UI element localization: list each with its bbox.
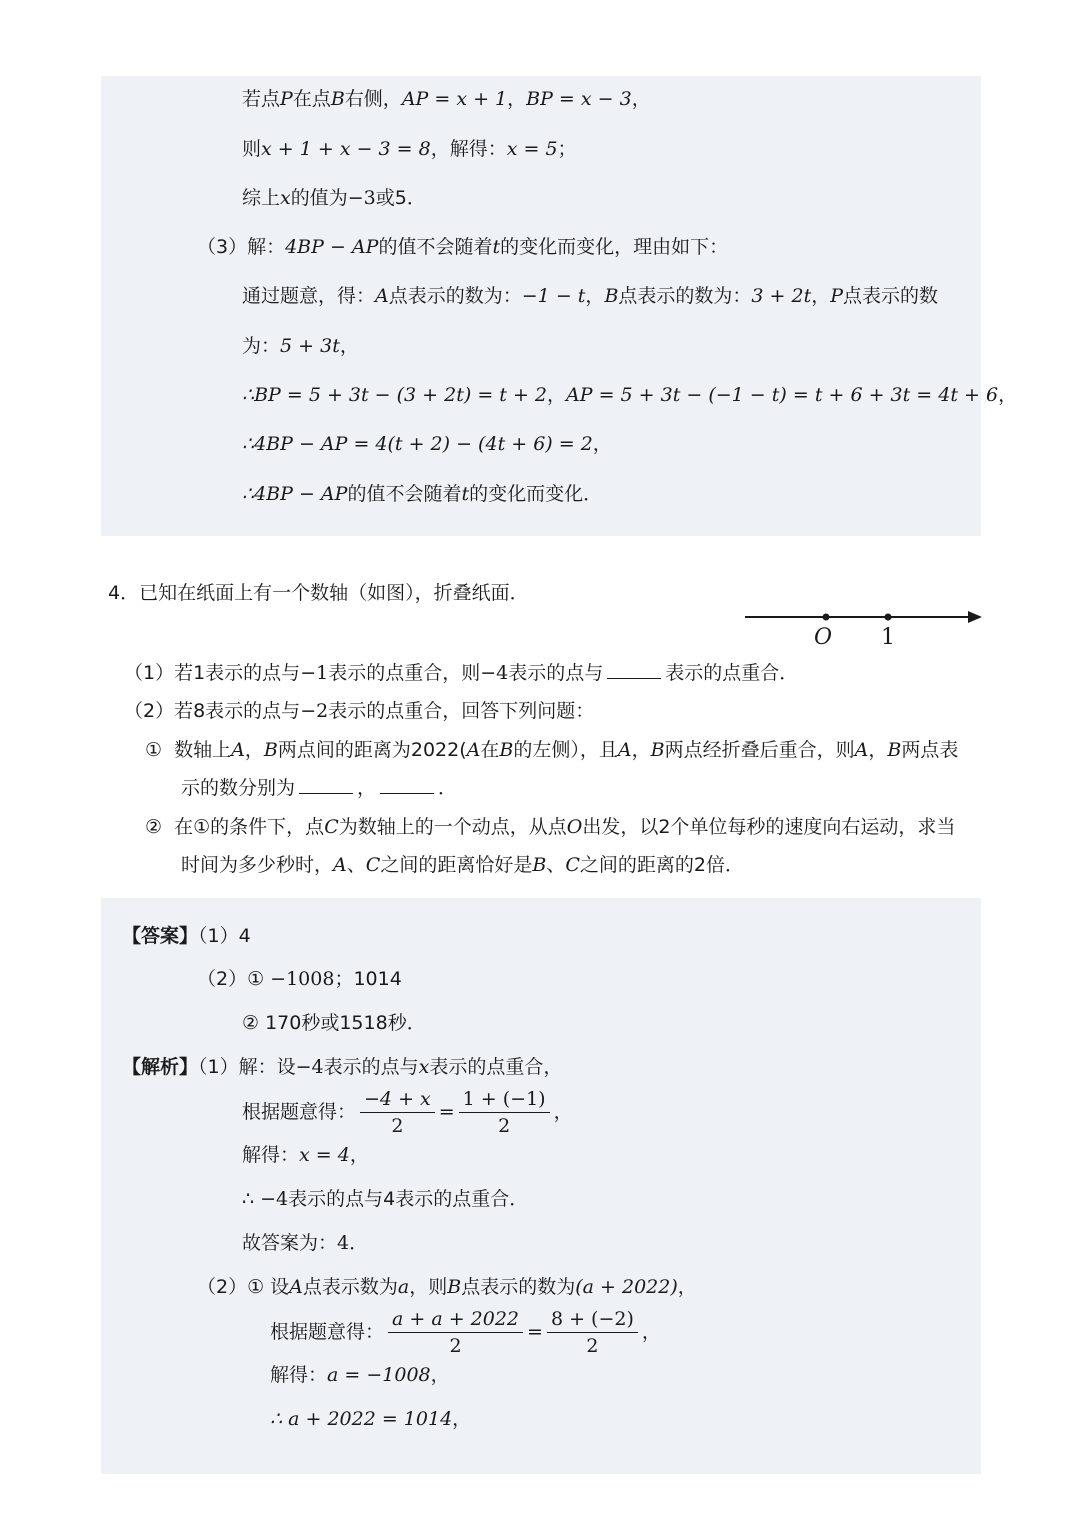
formula: a = −1008 bbox=[327, 1364, 431, 1386]
equals-sign: = bbox=[527, 1321, 543, 1343]
var-B: B bbox=[887, 739, 902, 761]
var-x: x bbox=[418, 1056, 430, 1078]
text: ， bbox=[585, 285, 605, 307]
formula: 4BP − AP bbox=[285, 236, 379, 258]
var-A: A bbox=[617, 739, 632, 761]
text: 故答案为： bbox=[242, 1232, 338, 1254]
analysis-equation-2 bbox=[270, 1308, 661, 1357]
text: ， bbox=[244, 739, 264, 761]
var-P: P bbox=[830, 285, 844, 307]
formula: 4 bbox=[337, 1232, 350, 1254]
formula: ∴BP = 5 + 3t − (3 + 2t) = t + 2 bbox=[242, 384, 548, 406]
text: ， bbox=[547, 384, 567, 406]
formula: −1 − t bbox=[521, 285, 586, 307]
answer-line-3: ② 170秒或1518秒． bbox=[242, 1012, 426, 1034]
text: 或5． bbox=[375, 187, 426, 209]
denominator: 2 bbox=[449, 1335, 462, 1357]
line-part3-heading bbox=[197, 234, 728, 260]
numerator: 1 + (−1) bbox=[459, 1088, 550, 1113]
text: 、 bbox=[546, 854, 566, 876]
text: 表示的点与 bbox=[508, 662, 604, 684]
analysis-equation-1 bbox=[242, 1088, 573, 1137]
text: ，解得： bbox=[430, 138, 507, 160]
q4-sub2-cont bbox=[181, 852, 744, 878]
text: （3）解： bbox=[197, 236, 286, 258]
text: （1）解：设 bbox=[198, 1056, 296, 1078]
text: 在 bbox=[480, 739, 500, 761]
var-A: A bbox=[289, 1276, 303, 1298]
analysis-line-3 bbox=[242, 1142, 369, 1168]
text: 表示的点重合， bbox=[429, 1056, 563, 1078]
q4-sub1-cont bbox=[181, 775, 457, 801]
denominator: 2 bbox=[586, 1335, 599, 1357]
question-4-title: 4．已知在纸面上有一个数轴（如图），折叠纸面． bbox=[108, 582, 529, 604]
text: 点表示数为 bbox=[302, 1276, 398, 1298]
formula: AP = x + 1 bbox=[401, 88, 508, 110]
origin-point bbox=[823, 614, 830, 621]
text: 表示的点与4表示的点重合． bbox=[288, 1188, 529, 1210]
text: 的值为 bbox=[290, 187, 348, 209]
var-B: B bbox=[650, 739, 665, 761]
answer-blank[interactable] bbox=[299, 775, 353, 794]
text: ． bbox=[438, 777, 458, 799]
text: 为数轴上的一个动点，从点 bbox=[338, 816, 567, 838]
denominator: 2 bbox=[498, 1115, 511, 1137]
line-conclusion-x bbox=[242, 185, 426, 211]
formula: ∴4BP − AP bbox=[242, 483, 348, 505]
var-P: P bbox=[280, 88, 293, 110]
var-C: C bbox=[324, 816, 339, 838]
text: （1）4 bbox=[198, 925, 251, 947]
formula: 5 + 3t bbox=[280, 335, 340, 357]
number-line-figure bbox=[740, 598, 985, 650]
formula: ∴ a + 2022 = 1014 bbox=[270, 1408, 453, 1430]
text: 两点经折叠后重合，则 bbox=[664, 739, 855, 761]
text: （1）若1表示的点与 bbox=[124, 662, 301, 684]
text: ，则 bbox=[409, 1276, 448, 1298]
var-A: A bbox=[231, 739, 245, 761]
text: 点表示的数为： bbox=[388, 285, 522, 307]
text: ， bbox=[349, 1144, 369, 1166]
text: 点表示的数 bbox=[843, 285, 939, 307]
text: ， bbox=[339, 335, 359, 357]
text: ， bbox=[631, 739, 651, 761]
text: 的左侧），且 bbox=[513, 739, 618, 761]
numerator: a + a + 2022 bbox=[388, 1308, 523, 1333]
answer-blank[interactable] bbox=[380, 775, 434, 794]
text: 两点表 bbox=[901, 739, 959, 761]
formula: x + 1 + x − 3 = 8 bbox=[261, 138, 431, 160]
text: 两点间的距离为2022( bbox=[277, 739, 467, 761]
var-B: B bbox=[330, 88, 345, 110]
fraction bbox=[360, 1088, 435, 1137]
text: 表示的点重合． bbox=[665, 662, 799, 684]
text: 表示的点重合，回答下列问题： bbox=[328, 700, 595, 722]
line-solve-x5 bbox=[242, 136, 577, 162]
text: 为： bbox=[242, 335, 281, 357]
line-positions bbox=[242, 283, 938, 309]
var-A: A bbox=[466, 739, 481, 761]
line-P-value bbox=[242, 333, 359, 359]
formula: x = 4 bbox=[299, 1144, 350, 1166]
analysis-line-5 bbox=[242, 1230, 368, 1256]
text: 若点 bbox=[242, 88, 281, 110]
text: 则 bbox=[242, 138, 262, 160]
var-C: C bbox=[365, 854, 381, 876]
line-BP-AP bbox=[242, 382, 1017, 408]
text: ；1014 bbox=[334, 968, 402, 990]
line-4BP-AP bbox=[242, 431, 612, 457]
text: 之间的距离的2倍． bbox=[579, 854, 744, 876]
text: 点表示的数为 bbox=[461, 1276, 576, 1298]
text: 的变化而变化． bbox=[469, 483, 603, 505]
var-B: B bbox=[263, 739, 278, 761]
text: ， bbox=[868, 739, 888, 761]
text: 时间为多少秒时， bbox=[181, 854, 334, 876]
var-A: A bbox=[375, 285, 389, 307]
q4-part1 bbox=[124, 660, 798, 686]
fraction bbox=[388, 1308, 523, 1357]
text: ， bbox=[357, 777, 377, 799]
var-B: B bbox=[499, 739, 514, 761]
text: ， bbox=[452, 1408, 472, 1430]
var-a: a bbox=[397, 1276, 410, 1298]
answer-line-1 bbox=[122, 923, 251, 949]
formula: −1008 bbox=[270, 968, 335, 990]
text: ， bbox=[553, 1101, 573, 1123]
text: ， bbox=[631, 88, 651, 110]
numerator: −4 + x bbox=[360, 1088, 435, 1113]
text: 之间的距离恰好是 bbox=[380, 854, 533, 876]
text: 解得： bbox=[242, 1144, 300, 1166]
answer-line-2 bbox=[197, 966, 402, 992]
formula: −4 bbox=[480, 662, 509, 684]
formula: x = 5 bbox=[506, 138, 558, 160]
analysis-line-1 bbox=[122, 1054, 562, 1080]
text: ， bbox=[811, 285, 831, 307]
circled-number: ② bbox=[145, 816, 163, 838]
var-C: C bbox=[565, 854, 580, 876]
var-O: O bbox=[566, 816, 583, 838]
unit-point bbox=[885, 614, 892, 621]
formula: (a + 2022) bbox=[575, 1276, 678, 1298]
formula: ∴ −4 bbox=[242, 1188, 289, 1210]
text: ， bbox=[430, 1364, 450, 1386]
text: 的值不会随着 bbox=[347, 483, 462, 505]
text: 表示的点与 bbox=[323, 1056, 419, 1078]
var-A: A bbox=[854, 739, 869, 761]
formula: ∴4BP − AP = 4(t + 2) − (4t + 6) = 2 bbox=[242, 433, 593, 455]
text: 出发，以2个单位每秒的速度向右运动，求当 bbox=[582, 816, 956, 838]
formula: −2 bbox=[300, 700, 329, 722]
text: 在点 bbox=[292, 88, 331, 110]
var-B: B bbox=[604, 285, 619, 307]
text: 解得： bbox=[270, 1364, 328, 1386]
formula: −4 bbox=[295, 1056, 324, 1078]
text: 通过题意，得： bbox=[242, 285, 376, 307]
var-B: B bbox=[532, 854, 547, 876]
text: 点表示的数为： bbox=[618, 285, 752, 307]
text: 数轴上 bbox=[174, 739, 232, 761]
text: 的值不会随着 bbox=[378, 236, 493, 258]
q4-part2 bbox=[124, 698, 594, 724]
text: （2）① bbox=[197, 968, 265, 990]
formula: 3 + 2t bbox=[751, 285, 812, 307]
text: ， bbox=[998, 384, 1018, 406]
text: ； bbox=[557, 138, 577, 160]
analysis-line-4 bbox=[242, 1186, 528, 1212]
formula: BP = x − 3 bbox=[526, 88, 632, 110]
analysis-line-6 bbox=[197, 1274, 697, 1300]
numerator: 8 + (−2) bbox=[547, 1308, 638, 1333]
var-A: A bbox=[333, 854, 347, 876]
text: 示的数分别为 bbox=[181, 777, 296, 799]
text: 在①的条件下，点 bbox=[174, 816, 325, 838]
q4-sub2 bbox=[145, 814, 955, 840]
var-B: B bbox=[447, 1276, 462, 1298]
denominator: 2 bbox=[391, 1115, 404, 1137]
text: 的变化而变化，理由如下： bbox=[500, 236, 729, 258]
answer-tag: 【答案】 bbox=[122, 925, 199, 947]
text: ， bbox=[641, 1321, 661, 1343]
text: 表示的点重合，则 bbox=[328, 662, 481, 684]
text: 根据题意得： bbox=[242, 1101, 357, 1123]
text: （2）① 设 bbox=[197, 1276, 290, 1298]
analysis-tag: 【解析】 bbox=[122, 1056, 199, 1078]
text: ， bbox=[592, 433, 612, 455]
var-x: x bbox=[280, 187, 291, 209]
text: 、 bbox=[346, 854, 366, 876]
axis-label-one: 1 bbox=[881, 625, 895, 650]
circled-number: ① bbox=[145, 739, 163, 761]
text: 右侧， bbox=[344, 88, 402, 110]
text: 综上 bbox=[242, 187, 281, 209]
analysis-line-8 bbox=[270, 1362, 450, 1388]
equals-sign: = bbox=[438, 1101, 455, 1123]
analysis-line-9 bbox=[270, 1406, 471, 1432]
fraction bbox=[459, 1088, 550, 1137]
formula: −3 bbox=[347, 187, 376, 209]
var-t: t bbox=[492, 236, 501, 258]
fraction bbox=[547, 1308, 638, 1357]
text: （2）若8表示的点与 bbox=[124, 700, 301, 722]
var-t: t bbox=[461, 483, 470, 505]
line-final-conclusion bbox=[242, 481, 602, 507]
q4-sub1 bbox=[145, 737, 958, 763]
arrow-head-icon bbox=[968, 611, 982, 623]
text: ． bbox=[349, 1232, 369, 1254]
line-right-case bbox=[242, 86, 651, 112]
text: ， bbox=[507, 88, 527, 110]
axis-label-origin: O bbox=[813, 625, 833, 650]
text: 根据题意得： bbox=[270, 1321, 385, 1343]
formula: AP = 5 + 3t − (−1 − t) = t + 6 + 3t = 4t + 6 bbox=[566, 384, 999, 406]
text: ， bbox=[677, 1276, 697, 1298]
answer-blank[interactable] bbox=[607, 660, 661, 679]
formula: −1 bbox=[300, 662, 329, 684]
